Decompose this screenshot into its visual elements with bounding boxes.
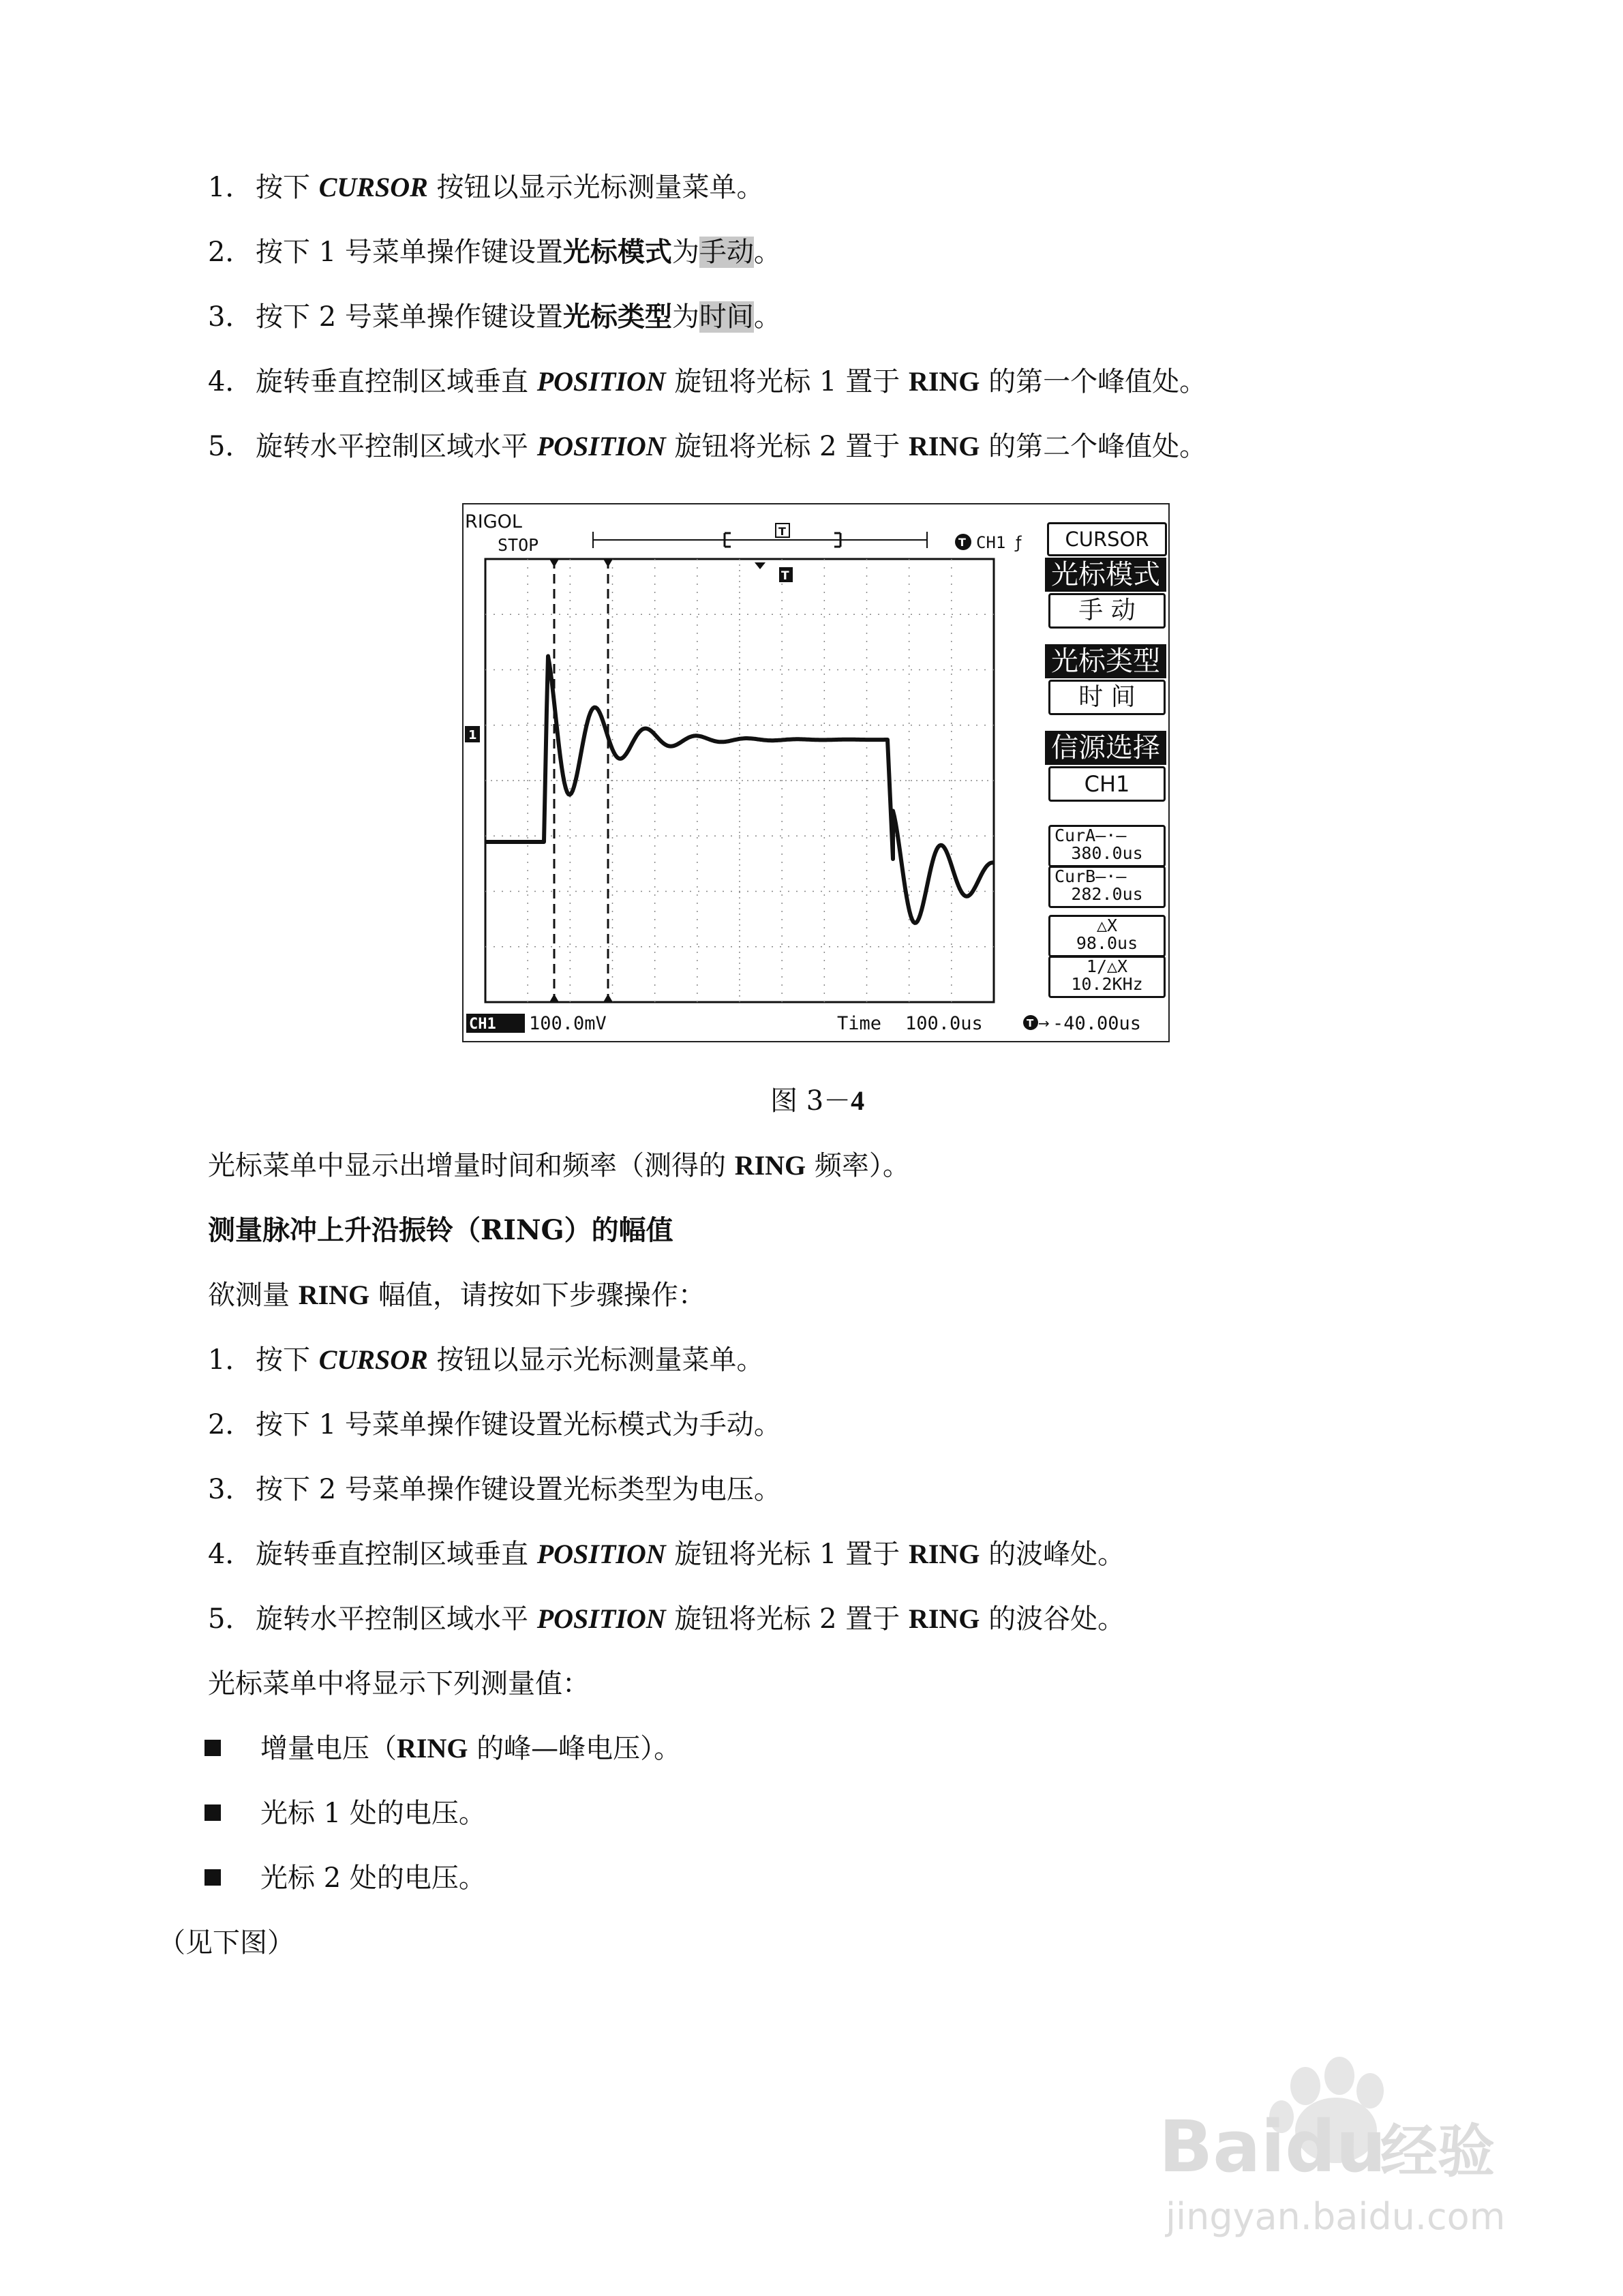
cursor-mode-value[interactable]: 手 动 bbox=[1048, 593, 1166, 629]
volt-per-div: 100.0mV bbox=[529, 1013, 607, 1034]
svg-text:1: 1 bbox=[468, 728, 477, 742]
square-bullet-icon bbox=[204, 1804, 221, 1821]
step-4: 4． 旋转垂直控制区域垂直 POSITION 旋钮将光标 1 置于 RING 的第一个峰值处。 bbox=[208, 366, 1207, 397]
paragraph-frequency: 光标菜单中显示出增量时间和频率（测得的 RING 频率）。 bbox=[208, 1150, 910, 1181]
step-b3: 3． 按下 2 号菜单操作键设置光标类型为电压。 bbox=[208, 1474, 781, 1505]
cursor-a-readout: CurA—·— 380.0us bbox=[1048, 825, 1166, 867]
figure-caption: 图 3－4 bbox=[770, 1085, 865, 1117]
trigger-marker-icon bbox=[779, 567, 793, 583]
bullet-item: 光标 2 处的电压。 bbox=[204, 1858, 486, 1899]
rising-edge-icon: ƒ bbox=[1016, 533, 1022, 552]
trigger-offset: -40.00us bbox=[1052, 1013, 1142, 1034]
trigger-icon bbox=[955, 534, 971, 550]
time-label: Time bbox=[837, 1013, 882, 1034]
svg-text:→: → bbox=[1038, 1015, 1050, 1031]
step-b5: 5． 旋转水平控制区域水平 POSITION 旋钮将光标 2 置于 RING 的波谷处。 bbox=[208, 1603, 1125, 1635]
menu-title-cursor: CURSOR bbox=[1047, 522, 1167, 556]
section-heading: 测量脉冲上升沿振铃（RING）的幅值 bbox=[208, 1214, 673, 1246]
source-select-label[interactable]: 信源选择 bbox=[1045, 731, 1166, 765]
see-below-note: （见下图） bbox=[158, 1927, 294, 1959]
trigger-position-icon bbox=[776, 524, 789, 538]
source-select-value[interactable]: CH1 bbox=[1048, 766, 1166, 802]
highlight-time: 时间 bbox=[699, 301, 754, 333]
step-1: 1． 按下 CURSOR 按钮以显示光标测量菜单。 bbox=[208, 172, 764, 203]
square-bullet-icon bbox=[204, 1869, 221, 1886]
svg-text:T: T bbox=[778, 525, 786, 538]
paragraph-intro: 欲测量 RING 幅值，请按如下步骤操作： bbox=[208, 1280, 706, 1311]
oscilloscope-screen bbox=[462, 503, 1170, 1042]
svg-text:T: T bbox=[958, 536, 966, 549]
cursor-mode-label[interactable]: 光标模式 bbox=[1045, 558, 1166, 592]
highlight-manual: 手动 bbox=[699, 237, 754, 268]
step-b1: 1． 按下 CURSOR 按钮以显示光标测量菜单。 bbox=[208, 1344, 764, 1376]
delta-x-readout: △X 98.0us bbox=[1048, 915, 1166, 957]
cursor-keyword: CURSOR bbox=[318, 172, 428, 202]
svg-text:jingyan.baidu.com: jingyan.baidu.com bbox=[1166, 2195, 1506, 2238]
step-3: 3． 按下 2 号菜单操作键设置光标类型为时间。 bbox=[208, 301, 781, 333]
inverse-delta-x-readout: 1/△X 10.2KHz bbox=[1048, 956, 1166, 998]
trigger-source: CH1 bbox=[976, 533, 1006, 552]
trigger-offset-icon bbox=[1023, 1015, 1050, 1031]
step-2: 2． 按下 1 号菜单操作键设置光标模式为手动。 bbox=[208, 236, 781, 268]
bullet-item: 光标 1 处的电压。 bbox=[204, 1793, 486, 1834]
cursor-b-readout: CurB—·— 282.0us bbox=[1048, 866, 1166, 908]
paragraph-measurements: 光标菜单中将显示下列测量值： bbox=[208, 1668, 590, 1700]
brand-logo: RIGOL bbox=[465, 511, 522, 532]
square-bullet-icon bbox=[204, 1740, 221, 1756]
time-per-div: 100.0us bbox=[905, 1013, 983, 1034]
svg-text:Baidu: Baidu bbox=[1159, 2105, 1386, 2188]
cursor-type-label[interactable]: 光标类型 bbox=[1045, 644, 1166, 678]
svg-text:CH1: CH1 bbox=[469, 1016, 496, 1033]
svg-text:T: T bbox=[781, 569, 789, 583]
svg-text:T: T bbox=[1027, 1017, 1034, 1029]
step-b4: 4． 旋转垂直控制区域垂直 POSITION 旋钮将光标 1 置于 RING 的波峰处。 bbox=[208, 1539, 1125, 1570]
step-b2: 2． 按下 1 号菜单操作键设置光标模式为手动。 bbox=[208, 1409, 781, 1440]
cursor-type-value[interactable]: 时 间 bbox=[1048, 680, 1166, 715]
baidu-jingyan-watermark bbox=[1152, 2049, 1534, 2253]
bullet-item: 增量电压（RING 的峰—峰电压）。 bbox=[204, 1728, 681, 1769]
run-state: STOP bbox=[498, 535, 539, 555]
svg-text:经验: 经验 bbox=[1380, 2118, 1496, 2185]
step-5: 5． 旋转水平控制区域水平 POSITION 旋钮将光标 2 置于 RING 的第二个峰值处。 bbox=[208, 431, 1207, 462]
